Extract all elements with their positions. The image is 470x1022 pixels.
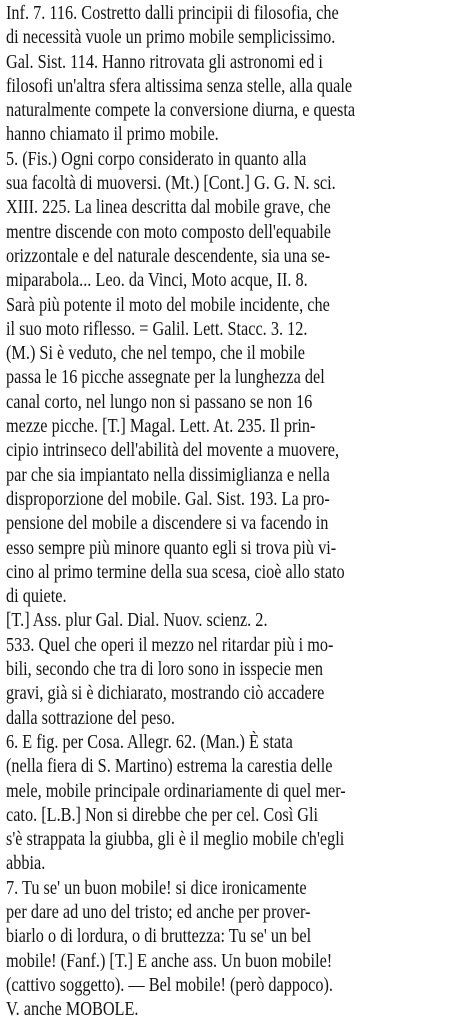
text-line: Gal. Sist. 114. Hanno ritrovata gli astronomi ed i (6, 51, 323, 73)
text-line: cino al primo termine della sua scesa, cioè allo stato (6, 561, 345, 583)
text-line: (M.) Si è veduto, che nel tempo, che il mobile (6, 343, 305, 365)
text-line: filosofi un'altra sfera altissima senza stelle, alla quale (6, 75, 353, 97)
text-line: 5. (Fis.) Ogni corpo considerato in quanto alla (6, 148, 307, 170)
text-line: 533. Quel che operi il mezzo nel ritardar più i mo- (6, 634, 334, 656)
text-line: V. anche MOBOLE. (6, 999, 139, 1021)
text-line: mezze picche. [T.] Magal. Lett. At. 235. Il prin- (6, 416, 316, 438)
text-line: esso sempre più minore quanto egli si trova più vi- (6, 537, 337, 559)
text-line: 6. E fig. per Cosa. Allegr. 62. (Man.) È stata (6, 731, 293, 753)
text-line: mentre discende con moto composto dell'equabile (6, 221, 331, 243)
text-line: bili, secondo che tra di loro sono in isspecie men (6, 659, 324, 681)
text-line: (cattivo soggetto). — Bel mobile! (però dappoco). (6, 974, 333, 996)
text-line: (nella fiera di S. Martino) estrema la carestia delle (6, 756, 333, 778)
text-line: s'è strappata la giubba, gli è il meglio mobile ch'egli (6, 829, 345, 851)
text-line: [T.] Ass. plur Gal. Dial. Nuov. scienz. 2. (6, 610, 268, 632)
text-line: gravi, già si è dichiarato, mostrando ciò accadere (6, 683, 325, 705)
text-line: sua facoltà di muoversi. (Mt.) [Cont.] G. G. N. sci. (6, 173, 336, 195)
text-line: di necessità vuole un primo mobile semplicissimo. (6, 27, 336, 49)
text-line: Inf. 7. 116. Costretto dalli principii di filosofia, che (6, 3, 339, 24)
text-line: cipio intrinseco dell'abilità del movente a muovere, (6, 440, 340, 462)
text-line: Sarà più potente il moto del mobile incidente, che (6, 294, 330, 316)
text-line: passa le 16 picche assegnate per la lunghezza del (6, 367, 325, 389)
text-line: di quiete. (6, 586, 67, 608)
text-line: orizzontale e del naturale descendente, sia una se- (6, 245, 331, 267)
text-line: abbia. (6, 853, 46, 875)
text-line: il suo moto riflesso. = Galil. Lett. Stacc. 3. 12. (6, 318, 308, 340)
text-line: biarlo o di lordura, o di bruttezza: Tu se' un bel (6, 926, 312, 948)
text-line: hanno chiamato il primo mobile. (6, 124, 219, 146)
text-line: naturalmente compete la conversione diurna, e questa (6, 100, 356, 122)
text-line: dalla sottrazione del peso. (6, 707, 175, 729)
text-line: 7. Tu se' un buon mobile! si dice ironicamente (6, 877, 307, 899)
text-line: disproporzione del mobile. Gal. Sist. 193. La pro- (6, 488, 330, 510)
text-line: miparabola... Leo. da Vinci, Moto acque, II. 8. (6, 270, 308, 292)
text-line: canal corto, nel lungo non si passano se non 16 (6, 391, 313, 413)
text-line: par che sia impiantato nella dissimiglianza e nella (6, 464, 330, 486)
text-line: cato. [L.B.] Non si direbbe che per cel. Così Gli (6, 804, 319, 826)
text-line: pensione del mobile a discendere si va facendo in (6, 513, 329, 535)
text-line: mobile! (Fanf.) [T.] E anche ass. Un buon mobile! (6, 950, 333, 972)
text-line: mele, mobile principale ordinariamente di quel mer- (6, 780, 346, 802)
text-line: per dare ad uno del tristo; ed anche per prover- (6, 901, 311, 923)
text-line: XIII. 225. La linea descritta dal mobile grave, che (6, 197, 331, 219)
